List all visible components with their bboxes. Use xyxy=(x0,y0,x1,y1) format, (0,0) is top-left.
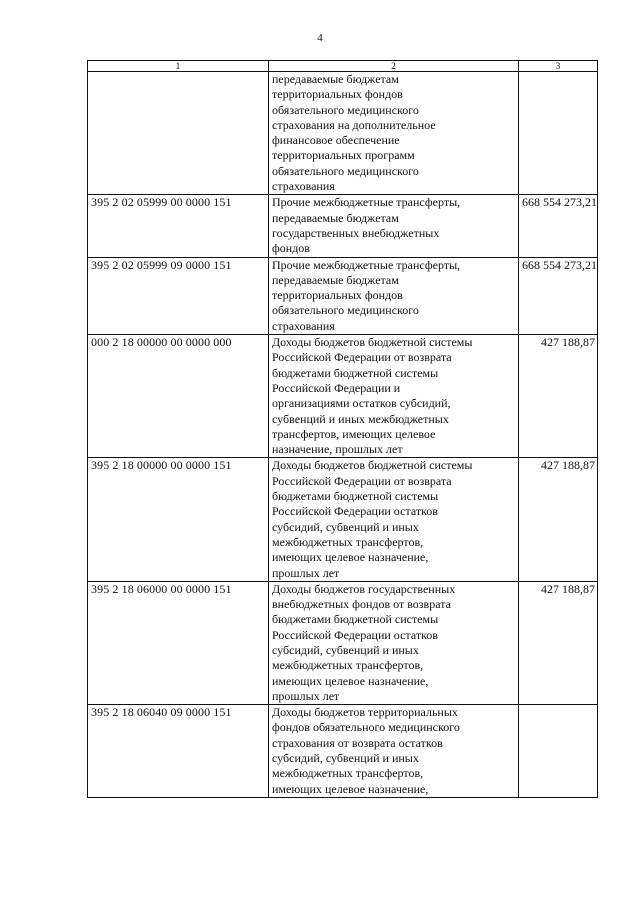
amount-cell: 668 554 273,21 xyxy=(519,257,598,334)
header-row xyxy=(88,61,598,72)
amount-cell xyxy=(519,705,598,798)
table-body xyxy=(88,72,598,798)
description-cell: Доходы бюджетов территориальных фондов обязательного медицинского страхования от возврата остатков субсидий, субвенций и иных межбюджетных трансфертов, имеющих целевое назначение, xyxy=(269,705,519,798)
description-cell: Прочие межбюджетные трансферты, передаваемые бюджетам территориальных фондов обязательного медицинского страхования xyxy=(269,257,519,334)
table-row xyxy=(88,458,598,581)
description-cell: Прочие межбюджетные трансферты, передаваемые бюджетам государственных внебюджетных фондов xyxy=(269,195,519,257)
budget-revenue-table xyxy=(87,60,598,798)
table-header xyxy=(88,61,598,72)
table-row xyxy=(88,72,598,195)
budget-code-cell xyxy=(88,72,269,195)
amount-cell xyxy=(519,72,598,195)
amount-cell: 427 188,87 xyxy=(519,458,598,581)
amount-cell: 668 554 273,21 xyxy=(519,195,598,257)
budget-code-cell: 395 2 18 00000 00 0000 151 xyxy=(88,458,269,581)
description-cell: Доходы бюджетов государственных внебюджетных фондов от возврата бюджетами бюджетной системы Российской Федерации остатков субсидий, субвенций и иных межбюджетных трансфертов, имеющих целевое назначение, прошлых лет xyxy=(269,581,519,704)
budget-code-cell: 395 2 18 06000 00 0000 151 xyxy=(88,581,269,704)
table-row xyxy=(88,257,598,334)
page-number: 4 xyxy=(317,32,323,44)
budget-code-cell: 395 2 02 05999 00 0000 151 xyxy=(88,195,269,257)
column-header-3: 3 xyxy=(519,61,598,72)
description-cell: Доходы бюджетов бюджетной системы Российской Федерации от возврата бюджетами бюджетной системы Российской Федерации и организациями остатков субсидий, субвенций и иных межбюджетных трансфертов, имеющих целевое назначение, прошлых лет xyxy=(269,335,519,458)
description-cell: передаваемые бюджетам территориальных фондов обязательного медицинского страхования на дополнительное финансовое обеспечение территориальных программ обязательного медицинского страхования xyxy=(269,72,519,195)
amount-cell: 427 188,87 xyxy=(519,335,598,458)
budget-code-cell: 395 2 18 06040 09 0000 151 xyxy=(88,705,269,798)
budget-code-cell: 395 2 02 05999 09 0000 151 xyxy=(88,257,269,334)
table-row xyxy=(88,581,598,704)
table-row xyxy=(88,195,598,257)
budget-code-cell: 000 2 18 00000 00 0000 000 xyxy=(88,335,269,458)
table-row xyxy=(88,705,598,798)
amount-cell: 427 188,87 xyxy=(519,581,598,704)
table-row xyxy=(88,335,598,458)
description-cell: Доходы бюджетов бюджетной системы Российской Федерации от возврата бюджетами бюджетной системы Российской Федерации остатков субсидий, субвенций и иных межбюджетных трансфертов, имеющих целевое назначение, прошлых лет xyxy=(269,458,519,581)
column-header-1: 1 xyxy=(88,61,269,72)
column-header-2: 2 xyxy=(269,61,519,72)
